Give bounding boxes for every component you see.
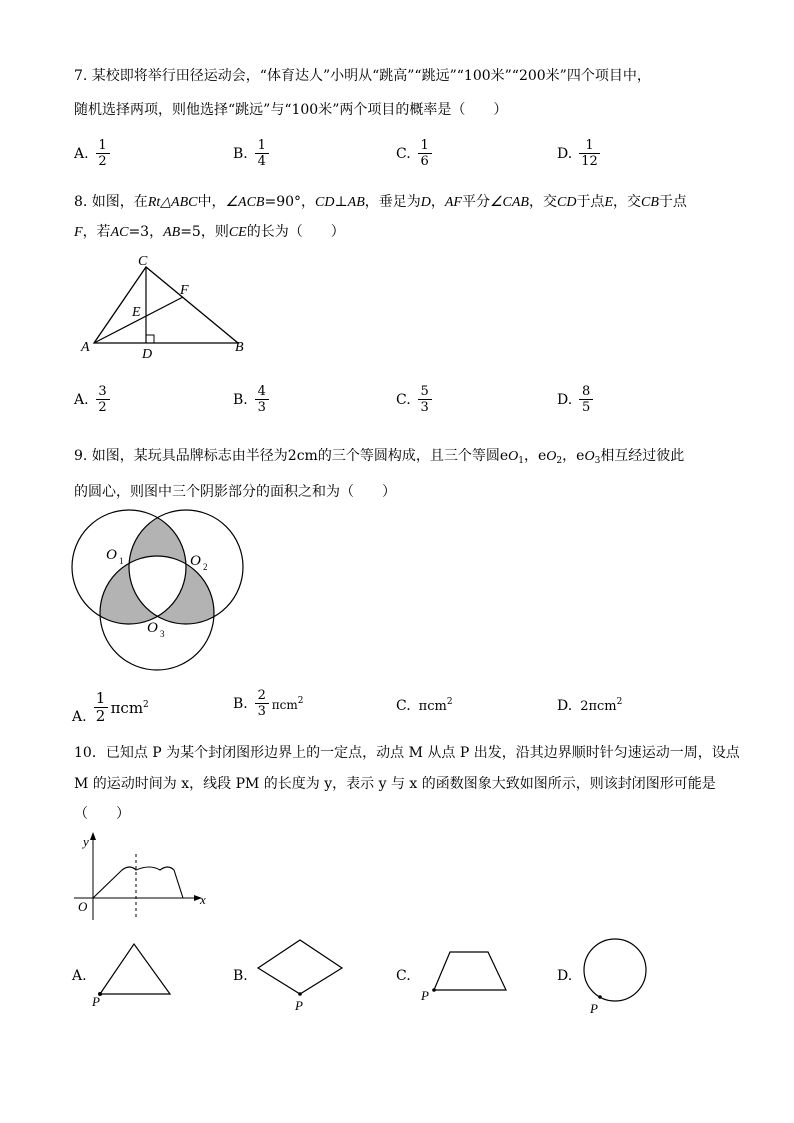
option-label: B. xyxy=(233,695,248,712)
q9-line1: 9. 如图，某玩具品牌标志由半径为2cm的三个等圆构成，且三个等圆$eO_1$，$eO_2$，$eO_3$相互经过彼此 xyxy=(74,448,685,466)
label-o3: O xyxy=(147,620,158,636)
q7-option-a[interactable] xyxy=(74,138,109,169)
label-origin: O xyxy=(78,899,88,914)
option-unit: πcm$^2$ xyxy=(271,695,304,712)
q7-option-c[interactable] xyxy=(396,138,431,169)
label-p: P xyxy=(421,988,429,1003)
label-f: F xyxy=(180,283,189,298)
option-fraction: $\frac{5}{3}$ xyxy=(419,384,431,415)
option-label: A. xyxy=(74,391,89,408)
option-fraction: $\frac{1}{4}$ xyxy=(256,138,268,169)
circle-shape xyxy=(584,939,646,1001)
label-b: B xyxy=(235,340,244,355)
q8-option-b[interactable] xyxy=(233,384,268,415)
label-a: A xyxy=(81,340,90,355)
label-e: E xyxy=(132,305,141,320)
point-p xyxy=(298,992,302,996)
q9-option-c[interactable] xyxy=(396,697,453,714)
label-y: y xyxy=(83,834,89,849)
q8-line2: F，若AC=3，AB=5，则CE的长为（ ） xyxy=(74,224,345,240)
q8-option-d[interactable] xyxy=(557,384,592,415)
q10-option-a-triangle xyxy=(88,938,180,1012)
option-label: A. xyxy=(72,708,87,725)
option-label: C. xyxy=(396,968,411,984)
option-label: C. xyxy=(396,697,411,714)
option-fraction: $\frac{2}{3}$ xyxy=(256,688,268,719)
q7-option-b[interactable] xyxy=(233,138,268,169)
option-fraction: $\frac{1}{6}$ xyxy=(419,138,431,169)
option-label: C. xyxy=(396,391,411,408)
option-label: B. xyxy=(233,968,248,984)
label-c: C xyxy=(138,254,148,269)
q10-option-c-trapezoid xyxy=(418,946,514,1004)
option-label: D. xyxy=(557,391,573,408)
label-d: D xyxy=(142,347,153,362)
option-unit: πcm$^2$ xyxy=(418,697,453,714)
q9-three-circles-figure xyxy=(66,504,250,676)
rhombus-shape xyxy=(258,940,342,994)
option-label: B. xyxy=(233,391,248,408)
q8-line1: 8. 如图，在Rt△ABC中，∠ACB=90°，CD⊥AB，垂足为D，AF平分∠CAB，交CD于点E，交CB于点 xyxy=(74,194,687,210)
option-label: D. xyxy=(557,145,573,162)
q10-option-a[interactable] xyxy=(72,968,87,984)
option-fraction: $\frac{1}{12}$ xyxy=(581,138,598,169)
q10-option-b[interactable] xyxy=(233,968,248,984)
q8-triangle-figure xyxy=(74,250,264,362)
option-fraction: $\frac{4}{3}$ xyxy=(256,384,268,415)
q10-option-d-circle xyxy=(580,934,656,1018)
q9-line2: 的圆心，则图中三个阴影部分的面积之和为（ ） xyxy=(74,484,396,500)
q10-line3: （ ） xyxy=(74,806,130,822)
option-label: D. xyxy=(557,968,573,984)
option-fraction: $\frac{1}{2}$ xyxy=(97,138,109,169)
q10-function-graph xyxy=(70,830,220,922)
label-o1: O xyxy=(106,547,117,563)
q10-option-b-rhombus xyxy=(254,936,350,1014)
trapezoid-shape xyxy=(434,952,506,990)
y-axis-arrow xyxy=(90,832,96,840)
q9-option-d[interactable] xyxy=(557,697,622,714)
label-o2: O xyxy=(190,553,201,569)
label-o3-sub: 3 xyxy=(160,629,165,639)
q7-line2: 随机选择两项，则他选择“跳远”与“100米”两个项目的概率是（ ） xyxy=(74,102,508,118)
q10-option-d[interactable] xyxy=(557,968,572,984)
q7-line1: 7. 某校即将举行田径运动会，“体育达人”小明从“跳高”“跳远”“100米”“200米”四个项目中， xyxy=(74,68,651,84)
q10-option-c[interactable] xyxy=(396,968,411,984)
label-p: P xyxy=(590,1001,598,1016)
label-p: P xyxy=(295,998,303,1013)
label-o1-sub: 1 xyxy=(119,556,124,566)
q10-line1: 10．已知点 P 为某个封闭图形边界上的一定点，动点 M 从点 P 出发，沿其边界顺时针匀速运动一周，设点 xyxy=(74,745,740,761)
triangle-shape xyxy=(100,944,170,994)
graph-curve xyxy=(93,867,183,898)
option-fraction: $\frac{3}{2}$ xyxy=(97,384,109,415)
q9-option-a[interactable] xyxy=(72,690,149,725)
label-p: P xyxy=(92,994,100,1009)
option-label: B. xyxy=(233,145,248,162)
bisector-af xyxy=(94,297,183,343)
option-fraction: $\frac{1}{2}$ xyxy=(95,690,107,725)
option-label: C. xyxy=(396,145,411,162)
q7-option-d[interactable] xyxy=(557,138,599,169)
label-o2-sub: 2 xyxy=(203,562,208,572)
q8-option-c[interactable] xyxy=(396,384,431,415)
right-angle-mark xyxy=(146,335,154,343)
point-p xyxy=(432,988,436,992)
option-label: D. xyxy=(557,697,573,714)
option-label: A. xyxy=(74,145,89,162)
option-unit: πcm$^2$ xyxy=(110,698,149,717)
option-fraction: $\frac{8}{5}$ xyxy=(580,384,592,415)
point-p xyxy=(598,995,602,999)
option-unit: 2πcm$^2$ xyxy=(580,697,623,714)
q8-option-a[interactable] xyxy=(74,384,109,415)
q10-line2: M 的运动时间为 x，线段 PM 的长度为 y，表示 y 与 x 的函数图象大致如图所示，则该封闭图形可能是 xyxy=(74,776,716,792)
label-x: x xyxy=(200,892,206,907)
q9-option-b[interactable] xyxy=(233,688,303,719)
option-label: A. xyxy=(72,968,87,984)
